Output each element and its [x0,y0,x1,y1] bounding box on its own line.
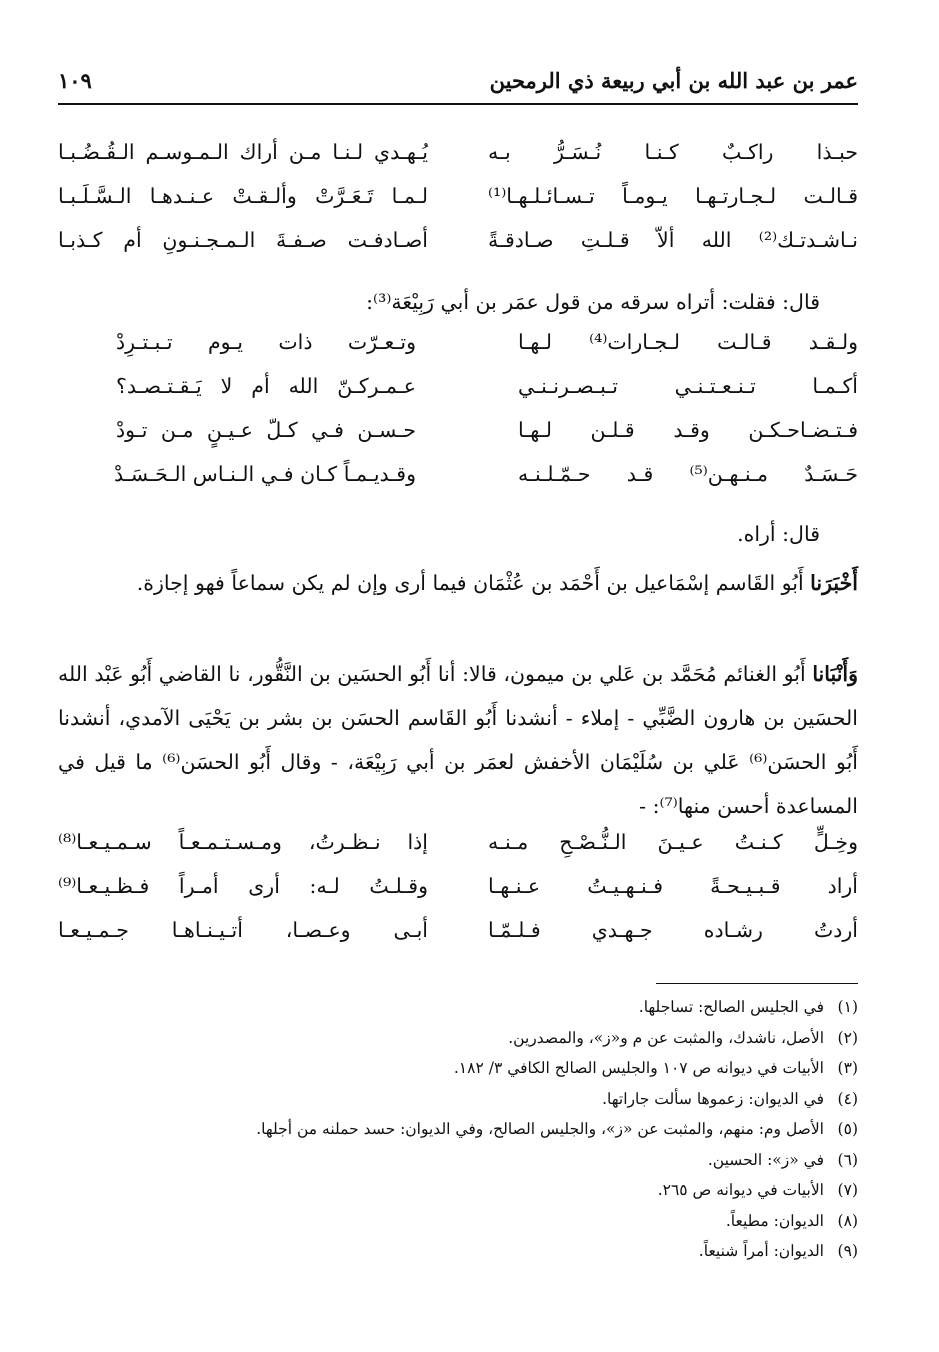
verse-second-hemistich: وقـديـمـاً كـان فـي الـنـاس الـحَـسَـدْ [114,462,416,486]
footnote-number: (٤) [837,1089,858,1108]
poem-block-3 [58,830,858,962]
footnote [58,1114,858,1145]
verse-second-hemistich: حـسـن فـي كـلّ عـيـنٍ مـن تـودْ [116,418,416,442]
verse-first-hemistich: ولـقـد قـالـت لـجـارات⁽⁴⁾ لـهـا [518,330,858,354]
footnote-text: الأصل، ناشدك، والمثبت عن م و«ز»، والمصدرين. [508,1028,824,1047]
paragraph [58,561,858,605]
verse-second-hemistich: أصـادفـت صـفـةَ الـمـجـنـونِ أم كـذبـا [58,228,428,252]
verse-first-hemistich: قـالـت لـجـارتـهـا يـومـاً تـسـائـلـهـا⁽¹⁾ [488,184,858,208]
verse-second-hemistich: أبـى وعـصـا، أتـيـنـاهـا جـمـيـعـا [58,918,428,942]
verse-second-hemistich: لـمـا تَـعَـرَّتْ وألـقـتْ عـنـدهـا الـسَّـلَـبـا [58,184,428,208]
verse-line [58,140,858,184]
verse-line [58,874,858,918]
verse-line [58,374,858,418]
footnote [58,1084,858,1115]
footnote-text: في الجليس الصالح: تساجلها. [638,998,824,1016]
footnote-number: (٧) [837,1181,858,1199]
poem-block-2 [58,330,858,506]
verse-line [58,418,858,462]
footnote-text: الأصل وم: منهم، والمثبت عن «ز»، والجليس الصالح، وفي الديوان: حسد حملنه من أجلها. [256,1120,824,1138]
verse-first-hemistich: أكـمـا تـنـعـتـنـي تـبـصـرنـنـي [518,374,858,398]
paragraph: قال: فقلت: أتراه سرقه من قول عمَر بن أبي رَبِيْعَة⁽³⁾: [366,290,820,314]
footnote-text: الأبيات في ديوانه ص ١٠٧ والجليس الصالح الكافي ٣/ ١٨٢. [453,1059,824,1077]
verse-first-hemistich: فـتـضـاحـكـن وقـد قـلـن لـهـا [518,418,858,442]
footnote-divider [656,983,858,984]
paragraph [58,652,858,828]
paragraph-lead: أَخْبَرَنا [810,571,858,595]
footnotes [58,992,858,1267]
footnote-text: في الديوان: زعموها سألت جاراتها. [602,1089,824,1108]
footnote-number: (٣) [837,1059,858,1077]
verse-line [58,918,858,962]
verse-second-hemistich: وقـلـتُ لـه: أرى أمـراً فـظـيـعـا⁽⁹⁾ [58,874,428,898]
footnote-number: (٨) [837,1211,858,1230]
footnote [58,1053,858,1084]
running-title: عمر بن عبد الله بن أبي ربيعة ذي الرمحين [489,68,858,93]
verse-line [58,228,858,272]
footnote [58,1206,858,1237]
paragraph: قال: أراه. [737,522,820,546]
verse-first-hemistich: حَـسَـدٌ مـنـهـن⁽⁵⁾ قـد حـمّـلـنـه [518,462,858,486]
paragraph-text: أَبُو القَاسم إسْمَاعيل بن أَحْمَد بن عُثْمَان فيما أرى وإن لم يكن سماعاً فهو إجازة. [136,571,811,595]
footnote [58,992,858,1023]
footnote-text: الديوان: أمراً شنيعاً. [698,1242,824,1260]
verse-second-hemistich: يُـهـدي لـنـا مـن أراك الـمـوسـم الـقُـضُـبـا [58,140,428,164]
verse-first-hemistich: حبـذا راكـبٌ كـنـا نُـسَـرُّ بـه [488,140,858,164]
verse-first-hemistich: أردتُ رشـاده جـهـدي فـلـمّـا [488,918,858,942]
header-divider [58,103,858,105]
verse-line [58,830,858,874]
verse-second-hemistich: وتـعـرّت ذات يـوم تـبـتـرِدْ [116,330,416,354]
footnote [58,1236,858,1267]
footnote [58,1145,858,1176]
verse-line [58,462,858,506]
footnote [58,1023,858,1054]
footnote-number: (٦) [837,1150,858,1169]
verse-first-hemistich: نـاشـدتـك⁽²⁾ الله ألاّ قـلـتِ صـادقـةً [488,228,858,252]
paragraph-lead: وَأَنْبَانا [812,662,858,686]
verse-line [58,330,858,374]
verse-first-hemistich: وخِـلٍّ كـنـتُ عـيـنَ الـنُّـصْـحِ مـنـه [488,830,858,854]
verse-first-hemistich: أراد قـبـيـحـةً فـنـهـيـتُ عـنـهـا [488,874,858,898]
footnote-text: في «ز»: الحسين. [707,1150,824,1169]
page-number: ١٠٩ [58,68,92,93]
footnote-number: (٢) [837,1028,858,1047]
verse-second-hemistich: إذا نـظـرتُ، ومـسـتـمـعـاً سـمـيـعـا⁽⁸⁾ [58,830,428,854]
verse-second-hemistich: عـمـركـنّ الله أم لا يَـقـتـصـد؟ [116,374,416,398]
footnote [58,1175,858,1206]
footnote-text: الديوان: مطيعاً. [725,1211,824,1230]
footnote-text: الأبيات في ديوانه ص ٢٦٥. [657,1181,824,1199]
page-header [58,68,858,102]
footnote-number: (٩) [837,1242,858,1260]
footnote-number: (١) [837,998,858,1016]
poem-block-1 [58,140,858,272]
footnote-number: (٥) [837,1120,858,1138]
paragraph-text: أَبُو الغنائم مُحَمَّد بن عَلي بن ميمون، قالا: أنا أَبُو الحسَين بن النَّقُّور، نا القاضي أَبُو عَبْد الله الحسَين بن هارون الضَّبِّي - إملاء - أنشدنا أَبُو القَاسم الحسَن بن بشر بن يَحْيَى الآمدي، أنشدنا أَبُو الحسَن⁽⁶⁾ عَلي بن سُلَيْمَان الأخفش لعمَر بن أبي رَبِيْعَة، - وقال أَبُو الحسَن⁽⁶⁾ ما قيل في المساعدة أحسن منها⁽⁷⁾: - [58,662,858,818]
verse-line [58,184,858,228]
